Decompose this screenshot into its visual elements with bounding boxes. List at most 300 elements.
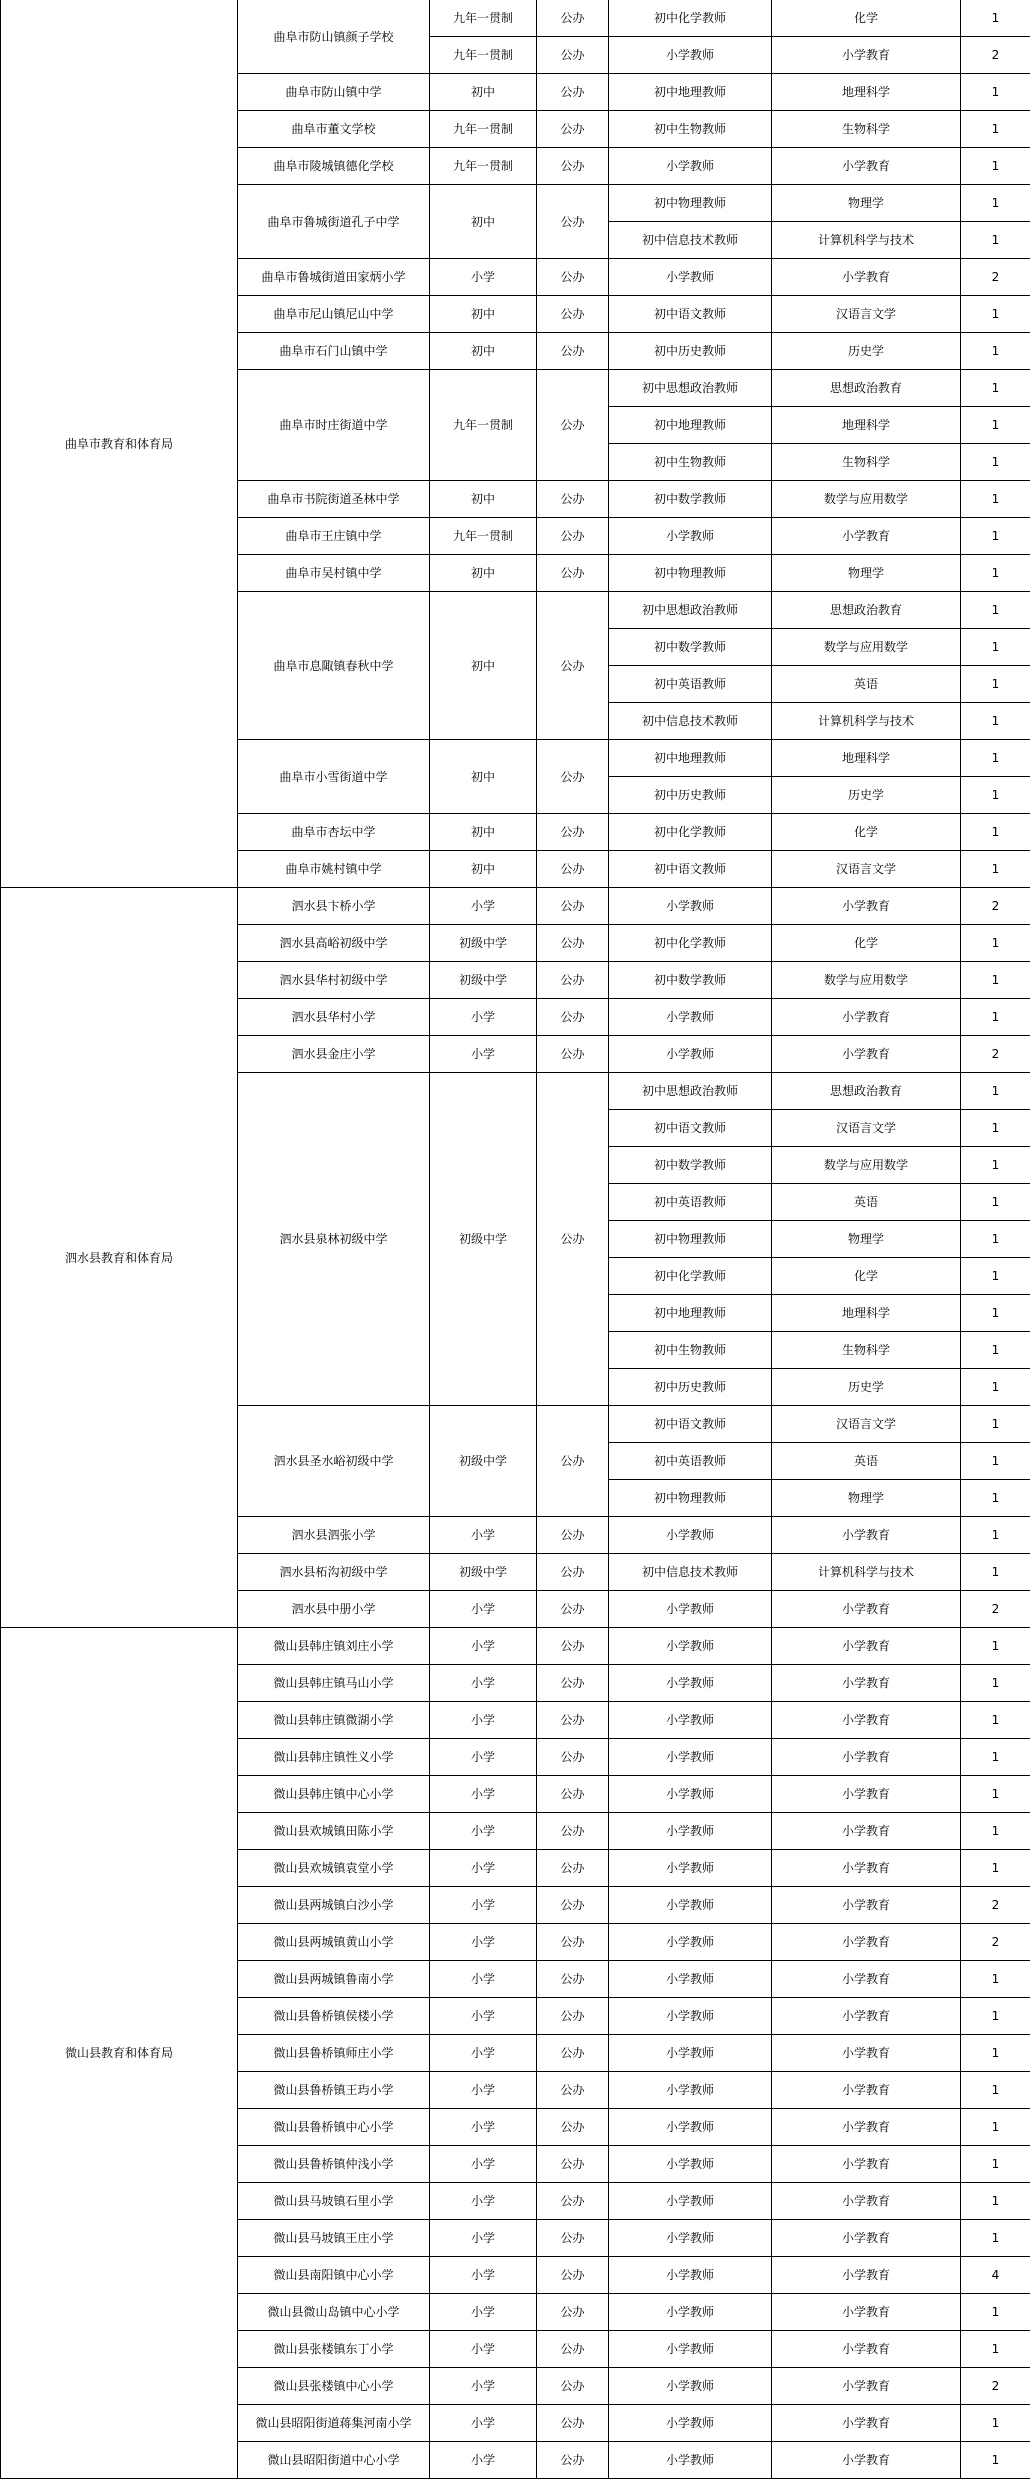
nature-cell: 公办 [537,1554,609,1591]
nature-cell: 公办 [537,1924,609,1961]
count-cell: 2 [961,2368,1030,2405]
count-cell: 1 [961,1332,1030,1369]
count-cell: 1 [961,1406,1030,1443]
count-cell: 1 [961,333,1030,370]
school-type-cell: 小学 [430,1702,537,1739]
count-cell: 1 [961,1702,1030,1739]
school-type-cell: 初中 [430,740,537,814]
school-cell: 微山县韩庄镇马山小学 [238,1665,430,1702]
school-type-cell: 小学 [430,1813,537,1850]
major-cell: 汉语言文学 [772,296,961,333]
nature-cell: 公办 [537,1961,609,1998]
major-cell: 历史学 [772,333,961,370]
school-cell: 曲阜市鲁城街道田家炳小学 [238,259,430,296]
school-cell: 微山县鲁桥镇侯楼小学 [238,1998,430,2035]
school-type-cell: 初中 [430,185,537,259]
major-cell: 化学 [772,925,961,962]
position-cell: 小学教师 [609,1036,772,1073]
position-cell: 初中化学教师 [609,925,772,962]
count-cell: 1 [961,1998,1030,2035]
school-cell: 曲阜市尼山镇尼山中学 [238,296,430,333]
major-cell: 数学与应用数学 [772,1147,961,1184]
school-type-cell: 小学 [430,999,537,1036]
position-cell: 初中历史教师 [609,777,772,814]
school-type-cell: 小学 [430,888,537,925]
major-cell: 物理学 [772,555,961,592]
nature-cell: 公办 [537,925,609,962]
nature-cell: 公办 [537,0,609,37]
school-cell: 曲阜市姚村镇中学 [238,851,430,888]
school-type-cell: 小学 [430,1665,537,1702]
school-type-cell: 小学 [430,2035,537,2072]
count-cell: 1 [961,185,1030,222]
nature-cell: 公办 [537,2442,609,2479]
count-cell: 1 [961,444,1030,481]
position-cell: 小学教师 [609,1998,772,2035]
major-cell: 小学教育 [772,1961,961,1998]
major-cell: 数学与应用数学 [772,629,961,666]
position-cell: 初中数学教师 [609,629,772,666]
count-cell: 1 [961,1073,1030,1110]
school-type-cell: 小学 [430,1850,537,1887]
nature-cell: 公办 [537,962,609,999]
position-cell: 小学教师 [609,2183,772,2220]
school-cell: 微山县两城镇白沙小学 [238,1887,430,1924]
table-row [1,1628,1030,1665]
major-cell: 思想政治教育 [772,592,961,629]
major-cell: 英语 [772,666,961,703]
school-cell: 微山县张楼镇中心小学 [238,2368,430,2405]
major-cell: 小学教育 [772,2035,961,2072]
school-type-cell: 初级中学 [430,962,537,999]
count-cell: 1 [961,2035,1030,2072]
nature-cell: 公办 [537,518,609,555]
school-cell: 泗水县泉林初级中学 [238,1073,430,1406]
school-cell: 泗水县中册小学 [238,1591,430,1628]
major-cell: 地理科学 [772,1295,961,1332]
count-cell: 1 [961,1665,1030,1702]
major-cell: 小学教育 [772,518,961,555]
count-cell: 2 [961,1591,1030,1628]
school-cell: 曲阜市防山镇中学 [238,74,430,111]
major-cell: 小学教育 [772,2220,961,2257]
nature-cell: 公办 [537,1591,609,1628]
school-cell: 曲阜市书院街道圣林中学 [238,481,430,518]
position-cell: 小学教师 [609,2146,772,2183]
department-cell: 微山县教育和体育局 [1,1628,238,2479]
position-cell: 小学教师 [609,1961,772,1998]
position-cell: 初中英语教师 [609,1443,772,1480]
position-cell: 小学教师 [609,1517,772,1554]
position-cell: 初中语文教师 [609,851,772,888]
nature-cell: 公办 [537,851,609,888]
nature-cell: 公办 [537,111,609,148]
major-cell: 思想政治教育 [772,370,961,407]
position-cell: 初中物理教师 [609,185,772,222]
major-cell: 物理学 [772,1480,961,1517]
count-cell: 1 [961,2331,1030,2368]
major-cell: 小学教育 [772,2146,961,2183]
position-cell: 小学教师 [609,2331,772,2368]
school-cell: 微山县两城镇黄山小学 [238,1924,430,1961]
nature-cell: 公办 [537,370,609,481]
school-cell: 曲阜市石门山镇中学 [238,333,430,370]
nature-cell: 公办 [537,74,609,111]
position-cell: 小学教师 [609,2405,772,2442]
school-cell: 微山县欢城镇袁堂小学 [238,1850,430,1887]
school-cell: 微山县鲁桥镇中心小学 [238,2109,430,2146]
nature-cell: 公办 [537,2072,609,2109]
major-cell: 生物科学 [772,1332,961,1369]
nature-cell: 公办 [537,296,609,333]
school-cell: 微山县马坡镇王庄小学 [238,2220,430,2257]
count-cell: 2 [961,259,1030,296]
count-cell: 1 [961,222,1030,259]
major-cell: 小学教育 [772,2183,961,2220]
nature-cell: 公办 [537,1998,609,2035]
position-cell: 初中语文教师 [609,296,772,333]
nature-cell: 公办 [537,2220,609,2257]
count-cell: 1 [961,703,1030,740]
school-type-cell: 小学 [430,1739,537,1776]
count-cell: 1 [961,2442,1030,2479]
major-cell: 地理科学 [772,74,961,111]
position-cell: 初中地理教师 [609,1295,772,1332]
count-cell: 2 [961,1924,1030,1961]
school-type-cell: 小学 [430,2442,537,2479]
major-cell: 小学教育 [772,1517,961,1554]
major-cell: 化学 [772,814,961,851]
nature-cell: 公办 [537,814,609,851]
school-type-cell: 小学 [430,2331,537,2368]
school-type-cell: 小学 [430,259,537,296]
nature-cell: 公办 [537,1739,609,1776]
count-cell: 1 [961,777,1030,814]
position-cell: 小学教师 [609,2368,772,2405]
school-type-cell: 九年一贯制 [430,37,537,74]
school-type-cell: 小学 [430,1961,537,1998]
nature-cell: 公办 [537,2257,609,2294]
school-cell: 泗水县华村初级中学 [238,962,430,999]
major-cell: 历史学 [772,1369,961,1406]
position-cell: 初中化学教师 [609,1258,772,1295]
position-cell: 小学教师 [609,2294,772,2331]
school-cell: 微山县两城镇鲁南小学 [238,1961,430,1998]
nature-cell: 公办 [537,592,609,740]
school-type-cell: 九年一贯制 [430,111,537,148]
count-cell: 1 [961,296,1030,333]
school-type-cell: 小学 [430,2146,537,2183]
nature-cell: 公办 [537,2294,609,2331]
school-cell: 泗水县柘沟初级中学 [238,1554,430,1591]
major-cell: 化学 [772,1258,961,1295]
major-cell: 英语 [772,1443,961,1480]
count-cell: 1 [961,111,1030,148]
count-cell: 1 [961,1184,1030,1221]
major-cell: 生物科学 [772,111,961,148]
count-cell: 1 [961,592,1030,629]
count-cell: 1 [961,2109,1030,2146]
nature-cell: 公办 [537,1073,609,1406]
position-cell: 小学教师 [609,259,772,296]
school-cell: 曲阜市董文学校 [238,111,430,148]
school-type-cell: 初级中学 [430,925,537,962]
major-cell: 计算机科学与技术 [772,1554,961,1591]
school-cell: 微山县昭阳街道中心小学 [238,2442,430,2479]
school-cell: 曲阜市息陬镇春秋中学 [238,592,430,740]
department-cell: 曲阜市教育和体育局 [1,0,238,888]
position-cell: 初中信息技术教师 [609,1554,772,1591]
position-cell: 初中化学教师 [609,0,772,37]
school-type-cell: 小学 [430,1887,537,1924]
school-type-cell: 小学 [430,2220,537,2257]
count-cell: 1 [961,0,1030,37]
count-cell: 1 [961,2294,1030,2331]
position-cell: 小学教师 [609,2109,772,2146]
nature-cell: 公办 [537,1813,609,1850]
school-type-cell: 小学 [430,2368,537,2405]
position-cell: 初中信息技术教师 [609,222,772,259]
major-cell: 小学教育 [772,1998,961,2035]
count-cell: 1 [961,1147,1030,1184]
school-cell: 泗水县泗张小学 [238,1517,430,1554]
major-cell: 小学教育 [772,1665,961,1702]
school-type-cell: 初中 [430,296,537,333]
major-cell: 英语 [772,1184,961,1221]
position-cell: 小学教师 [609,1628,772,1665]
position-cell: 初中历史教师 [609,1369,772,1406]
major-cell: 小学教育 [772,1739,961,1776]
table-body [1,0,1030,2479]
nature-cell: 公办 [537,333,609,370]
position-cell: 小学教师 [609,518,772,555]
position-cell: 小学教师 [609,1739,772,1776]
school-type-cell: 初中 [430,555,537,592]
nature-cell: 公办 [537,1850,609,1887]
count-cell: 1 [961,2146,1030,2183]
school-cell: 微山县南阳镇中心小学 [238,2257,430,2294]
school-type-cell: 九年一贯制 [430,148,537,185]
count-cell: 4 [961,2257,1030,2294]
major-cell: 小学教育 [772,1776,961,1813]
position-cell: 小学教师 [609,1924,772,1961]
count-cell: 1 [961,925,1030,962]
school-type-cell: 小学 [430,1628,537,1665]
major-cell: 生物科学 [772,444,961,481]
count-cell: 1 [961,1739,1030,1776]
position-cell: 初中思想政治教师 [609,1073,772,1110]
school-cell: 微山县鲁桥镇仲浅小学 [238,2146,430,2183]
position-cell: 初中物理教师 [609,1221,772,1258]
position-cell: 小学教师 [609,1776,772,1813]
school-type-cell: 小学 [430,2257,537,2294]
school-cell: 微山县韩庄镇性义小学 [238,1739,430,1776]
count-cell: 1 [961,629,1030,666]
major-cell: 小学教育 [772,999,961,1036]
position-cell: 初中历史教师 [609,333,772,370]
position-cell: 初中英语教师 [609,1184,772,1221]
school-type-cell: 小学 [430,2072,537,2109]
count-cell: 1 [961,1258,1030,1295]
major-cell: 小学教育 [772,2331,961,2368]
major-cell: 小学教育 [772,2072,961,2109]
count-cell: 1 [961,1961,1030,1998]
school-type-cell: 九年一贯制 [430,518,537,555]
count-cell: 1 [961,814,1030,851]
position-cell: 小学教师 [609,1591,772,1628]
nature-cell: 公办 [537,1628,609,1665]
major-cell: 小学教育 [772,2368,961,2405]
position-cell: 初中思想政治教师 [609,370,772,407]
major-cell: 汉语言文学 [772,1406,961,1443]
count-cell: 1 [961,1813,1030,1850]
position-cell: 初中生物教师 [609,1332,772,1369]
nature-cell: 公办 [537,2183,609,2220]
count-cell: 1 [961,1221,1030,1258]
school-cell: 微山县欢城镇田陈小学 [238,1813,430,1850]
major-cell: 小学教育 [772,259,961,296]
school-type-cell: 小学 [430,1998,537,2035]
school-cell: 微山县张楼镇东丁小学 [238,2331,430,2368]
school-cell: 曲阜市鲁城街道孔子中学 [238,185,430,259]
nature-cell: 公办 [537,999,609,1036]
count-cell: 1 [961,1295,1030,1332]
position-cell: 小学教师 [609,1850,772,1887]
school-cell: 曲阜市小雪街道中学 [238,740,430,814]
major-cell: 计算机科学与技术 [772,703,961,740]
nature-cell: 公办 [537,888,609,925]
nature-cell: 公办 [537,2146,609,2183]
position-cell: 小学教师 [609,148,772,185]
major-cell: 小学教育 [772,37,961,74]
table-row [1,0,1030,37]
position-cell: 小学教师 [609,888,772,925]
position-cell: 初中生物教师 [609,444,772,481]
school-cell: 泗水县华村小学 [238,999,430,1036]
count-cell: 1 [961,740,1030,777]
position-cell: 初中地理教师 [609,74,772,111]
position-cell: 小学教师 [609,1665,772,1702]
major-cell: 小学教育 [772,1591,961,1628]
nature-cell: 公办 [537,185,609,259]
school-cell: 微山县马坡镇石里小学 [238,2183,430,2220]
count-cell: 1 [961,1480,1030,1517]
school-cell: 微山县韩庄镇微湖小学 [238,1702,430,1739]
position-cell: 初中英语教师 [609,666,772,703]
school-cell: 泗水县卞桥小学 [238,888,430,925]
school-type-cell: 小学 [430,2109,537,2146]
count-cell: 2 [961,888,1030,925]
school-cell: 微山县韩庄镇刘庄小学 [238,1628,430,1665]
count-cell: 1 [961,1110,1030,1147]
count-cell: 1 [961,2405,1030,2442]
major-cell: 小学教育 [772,2257,961,2294]
nature-cell: 公办 [537,1036,609,1073]
position-cell: 小学教师 [609,1887,772,1924]
position-cell: 小学教师 [609,999,772,1036]
major-cell: 小学教育 [772,1924,961,1961]
school-cell: 曲阜市防山镇颜子学校 [238,0,430,74]
position-cell: 初中物理教师 [609,555,772,592]
nature-cell: 公办 [537,1702,609,1739]
major-cell: 物理学 [772,1221,961,1258]
count-cell: 1 [961,1517,1030,1554]
school-cell: 微山县鲁桥镇师庄小学 [238,2035,430,2072]
nature-cell: 公办 [537,1406,609,1517]
major-cell: 小学教育 [772,2405,961,2442]
major-cell: 地理科学 [772,407,961,444]
position-cell: 小学教师 [609,2442,772,2479]
school-cell: 微山县韩庄镇中心小学 [238,1776,430,1813]
nature-cell: 公办 [537,740,609,814]
school-type-cell: 小学 [430,1036,537,1073]
position-cell: 初中地理教师 [609,740,772,777]
school-type-cell: 小学 [430,2294,537,2331]
major-cell: 汉语言文学 [772,851,961,888]
position-cell: 初中数学教师 [609,962,772,999]
nature-cell: 公办 [537,2109,609,2146]
count-cell: 1 [961,2183,1030,2220]
nature-cell: 公办 [537,1665,609,1702]
count-cell: 1 [961,666,1030,703]
major-cell: 小学教育 [772,1036,961,1073]
school-type-cell: 小学 [430,2405,537,2442]
major-cell: 小学教育 [772,888,961,925]
count-cell: 1 [961,851,1030,888]
school-cell: 微山县鲁桥镇王玙小学 [238,2072,430,2109]
school-type-cell: 九年一贯制 [430,0,537,37]
school-type-cell: 初中 [430,851,537,888]
count-cell: 1 [961,481,1030,518]
count-cell: 1 [961,555,1030,592]
school-type-cell: 小学 [430,1776,537,1813]
count-cell: 1 [961,2220,1030,2257]
major-cell: 物理学 [772,185,961,222]
position-cell: 初中数学教师 [609,1147,772,1184]
school-cell: 泗水县金庄小学 [238,1036,430,1073]
school-cell: 泗水县圣水峪初级中学 [238,1406,430,1517]
school-type-cell: 初级中学 [430,1073,537,1406]
nature-cell: 公办 [537,37,609,74]
nature-cell: 公办 [537,1517,609,1554]
nature-cell: 公办 [537,259,609,296]
count-cell: 1 [961,962,1030,999]
major-cell: 思想政治教育 [772,1073,961,1110]
school-type-cell: 小学 [430,2183,537,2220]
count-cell: 1 [961,1776,1030,1813]
position-cell: 小学教师 [609,1813,772,1850]
school-type-cell: 小学 [430,1924,537,1961]
position-cell: 小学教师 [609,1702,772,1739]
position-cell: 初中物理教师 [609,1480,772,1517]
count-cell: 1 [961,1628,1030,1665]
count-cell: 2 [961,37,1030,74]
major-cell: 小学教育 [772,148,961,185]
nature-cell: 公办 [537,1776,609,1813]
school-type-cell: 初中 [430,481,537,518]
major-cell: 小学教育 [772,1850,961,1887]
school-type-cell: 初级中学 [430,1554,537,1591]
count-cell: 1 [961,74,1030,111]
nature-cell: 公办 [537,2405,609,2442]
position-cell: 初中地理教师 [609,407,772,444]
school-type-cell: 初中 [430,592,537,740]
major-cell: 化学 [772,0,961,37]
position-cell: 初中生物教师 [609,111,772,148]
count-cell: 1 [961,370,1030,407]
nature-cell: 公办 [537,481,609,518]
major-cell: 小学教育 [772,2294,961,2331]
